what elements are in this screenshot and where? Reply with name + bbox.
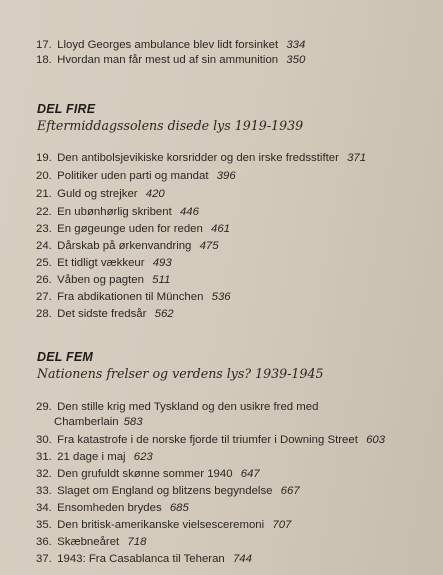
entry-number: 21. bbox=[36, 188, 52, 200]
toc-entry-30 bbox=[36, 433, 385, 448]
toc-entry-31 bbox=[36, 450, 153, 465]
entry-page: 350 bbox=[286, 54, 306, 66]
entry-number: 19. bbox=[36, 152, 52, 164]
toc-entry-23 bbox=[36, 222, 230, 237]
toc-entry-17 bbox=[36, 38, 305, 53]
toc-entry-22 bbox=[36, 205, 199, 220]
entry-page: 685 bbox=[169, 502, 189, 514]
part-four-label: DEL FIRE bbox=[37, 102, 96, 116]
entry-title-line2: Chamberlain bbox=[54, 416, 119, 428]
entry-page: 603 bbox=[366, 434, 386, 446]
entry-page: 493 bbox=[152, 257, 172, 269]
entry-number: 30. bbox=[36, 434, 52, 446]
entry-page: 420 bbox=[145, 188, 165, 200]
entry-number: 17. bbox=[36, 39, 52, 51]
toc-entry-35 bbox=[36, 518, 291, 533]
toc-entry-18 bbox=[36, 53, 305, 68]
part-five-subtitle: Nationens frelser og verdens lys? 1939-1945 bbox=[37, 366, 324, 381]
entry-number: 22. bbox=[36, 206, 52, 218]
entry-title: Den grufuldt skønne sommer 1940 bbox=[57, 468, 233, 480]
entry-title: Den britisk-amerikanske vielsesceremoni bbox=[57, 519, 265, 531]
entry-title: Det sidste fredsår bbox=[57, 308, 147, 320]
entry-title: Fra katastrofe i de norske fjorde til triumfer i Downing Street bbox=[57, 434, 358, 446]
entry-title: Den stille krig med Tyskland og den usikre fred med bbox=[57, 401, 319, 413]
entry-number: 23. bbox=[36, 223, 52, 235]
toc-entry-37 bbox=[36, 552, 252, 567]
toc-entry-26 bbox=[36, 273, 170, 288]
entry-number: 24. bbox=[36, 240, 52, 252]
entry-title: Fra abdikationen til München bbox=[57, 291, 204, 303]
entry-title: Ensomheden brydes bbox=[57, 502, 162, 514]
toc-entry-20 bbox=[36, 169, 236, 184]
entry-title: En ubønhørlig skribent bbox=[57, 206, 172, 218]
toc-entry-32 bbox=[36, 467, 260, 482]
entry-number: 32. bbox=[36, 468, 52, 480]
entry-number: 28. bbox=[36, 308, 52, 320]
entry-page: 707 bbox=[272, 519, 292, 531]
entry-page: 475 bbox=[199, 240, 219, 252]
entry-title: Slaget om England og blitzens begyndelse bbox=[57, 485, 273, 497]
entry-title: 1943: Fra Casablanca til Teheran bbox=[57, 553, 225, 565]
entry-number: 36. bbox=[36, 536, 52, 548]
entry-page: 396 bbox=[216, 170, 236, 182]
entry-page: 623 bbox=[133, 451, 153, 463]
entry-number: 26. bbox=[36, 274, 52, 286]
entry-page: 562 bbox=[154, 308, 174, 320]
entry-page: 536 bbox=[211, 291, 231, 303]
entry-page: 583 bbox=[123, 416, 143, 428]
entry-number: 29. bbox=[36, 401, 52, 413]
entry-page: 334 bbox=[286, 39, 306, 51]
entry-title: Skæbneåret bbox=[57, 536, 120, 548]
entry-page: 461 bbox=[211, 223, 231, 235]
entry-number: 35. bbox=[36, 519, 52, 531]
entry-number: 34. bbox=[36, 502, 52, 514]
entry-page: 446 bbox=[179, 206, 199, 218]
part-four-subtitle: Eftermiddagssolens disede lys 1919-1939 bbox=[37, 118, 304, 133]
toc-entry-25 bbox=[36, 256, 172, 271]
entry-number: 25. bbox=[36, 257, 52, 269]
toc-entry-27 bbox=[36, 290, 231, 305]
part-five-label: DEL FEM bbox=[37, 350, 94, 364]
toc-entry-34 bbox=[36, 501, 189, 516]
toc-entry-36 bbox=[36, 535, 146, 550]
entry-title: Politiker uden parti og mandat bbox=[57, 170, 209, 182]
entry-title: Hvordan man får mest ud af sin ammunition bbox=[57, 54, 279, 66]
entry-page: 511 bbox=[152, 274, 171, 286]
entry-number: 27. bbox=[36, 291, 52, 303]
entry-page: 667 bbox=[280, 485, 300, 497]
entry-title-continuation bbox=[36, 415, 376, 430]
toc-entry-19 bbox=[36, 151, 366, 166]
entry-title: Et tidligt vækkeur bbox=[57, 257, 145, 269]
toc-entry-24 bbox=[36, 239, 219, 254]
entry-page: 744 bbox=[232, 553, 252, 565]
entry-title: Guld og strejker bbox=[57, 188, 138, 200]
toc-entry-33 bbox=[36, 484, 300, 499]
bleed-through-texture bbox=[373, 60, 443, 560]
entry-title: Den antibolsjevikiske korsridder og den irske fredsstifter bbox=[57, 152, 339, 164]
entry-number: 31. bbox=[36, 451, 52, 463]
entry-number: 20. bbox=[36, 170, 52, 182]
entry-number: 18. bbox=[36, 54, 52, 66]
toc-entry-28 bbox=[36, 307, 174, 322]
entry-page: 718 bbox=[127, 536, 147, 548]
toc-entry-29 bbox=[36, 400, 376, 430]
toc-entry-21 bbox=[36, 187, 165, 202]
entry-page: 647 bbox=[240, 468, 260, 480]
entry-page: 371 bbox=[347, 152, 367, 164]
entry-title: Dårskab på ørkenvandring bbox=[57, 240, 192, 252]
entry-title: Våben og pagten bbox=[57, 274, 144, 286]
entry-number: 33. bbox=[36, 485, 52, 497]
entry-title: En gøgeunge uden for reden bbox=[57, 223, 203, 235]
entry-number: 37. bbox=[36, 553, 52, 565]
entry-title: Lloyd Georges ambulance blev lidt forsinket bbox=[57, 39, 279, 51]
entry-title: 21 dage i maj bbox=[57, 451, 126, 463]
